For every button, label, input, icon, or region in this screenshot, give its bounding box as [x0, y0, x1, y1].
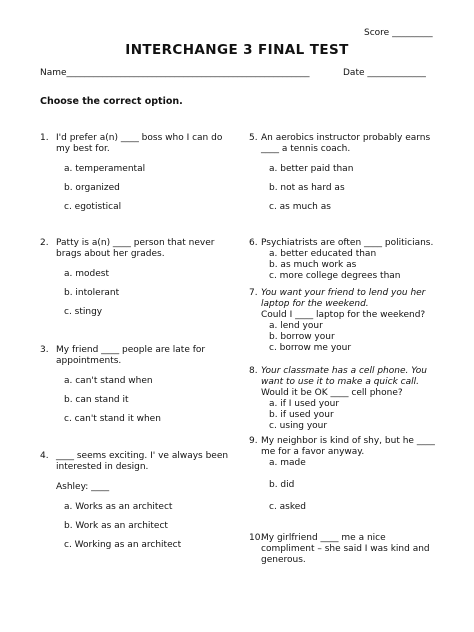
option-2b[interactable]: b. intolerant [64, 288, 120, 298]
option-9b[interactable]: b. did [269, 480, 295, 490]
option-4a[interactable]: a. Works as an architect [64, 502, 173, 512]
option-9c[interactable]: c. asked [269, 502, 307, 512]
question-6: 6. Psychiatrists are often ____ politicians. a. better educated than b. as much work as c. more college degrees than [249, 238, 434, 281]
option-1a[interactable]: a. temperamental [64, 164, 146, 174]
question-7: 7. You want your friend to lend you her laptop for the weekend. Could I ____ laptop for the weekend? a. lend your b. borrow your c. borrow me your [249, 288, 426, 353]
name-field[interactable]: Name______________________________________________________ [40, 68, 310, 78]
question-3: 3. My friend ____ people are late for appointments. a. can't stand when b. can stand it c. can't stand it when [40, 345, 206, 424]
question-1: 1. I'd prefer a(n) ____ boss who I can do my best for. a. temperamental b. organized c. egotistical [40, 133, 223, 212]
option-5c[interactable]: c. as much as [269, 202, 331, 212]
option-9a[interactable]: a. made [269, 458, 306, 468]
option-7c[interactable]: c. borrow me your [269, 343, 352, 353]
option-6c[interactable]: c. more college degrees than [269, 271, 401, 281]
option-8b[interactable]: b. if used your [269, 410, 334, 420]
option-8a[interactable]: a. if I used your [269, 399, 340, 409]
option-6b[interactable]: b. as much work as [269, 260, 357, 270]
option-1c[interactable]: c. egotistical [64, 202, 122, 212]
option-5b[interactable]: b. not as hard as [269, 183, 345, 193]
option-5a[interactable]: a. better paid than [269, 164, 354, 174]
question-9: 9. My neighbor is kind of shy, but he ____ me for a favor anyway. a. made b. did c. asked [249, 436, 435, 512]
option-7a[interactable]: a. lend your [269, 321, 323, 331]
question-5: 5. An aerobics instructor probably earns ____ a tennis coach. a. better paid than b. not as hard as c. as much as [249, 133, 431, 212]
option-1b[interactable]: b. organized [64, 183, 120, 193]
instructions: Choose the correct option. [40, 96, 183, 107]
score-field[interactable]: Score _________ [364, 28, 433, 38]
option-3c[interactable]: c. can't stand it when [64, 414, 161, 424]
question-8: 8. Your classmate has a cell phone. You want to use it to make a quick call. Would it be OK ____ cell phone? a. if I used your b. if used your c. using your [249, 366, 427, 431]
question-10: 10. My girlfriend ____ me a nice compliment – she said I was kind and generous. [249, 533, 430, 565]
question-4: 4. ____ seems exciting. I' ve always been interested in design. Ashley: ____ a. Works as an architect b. Work as an architect c. Working as an architect [40, 451, 229, 550]
option-4b[interactable]: b. Work as an architect [64, 521, 168, 531]
question-2: 2. Patty is a(n) ____ person that never brags about her grades. a. modest b. intolerant c. stingy [40, 238, 215, 317]
dialogue-ashley: Ashley: ____ [56, 482, 110, 492]
option-7b[interactable]: b. borrow your [269, 332, 335, 342]
date-field[interactable]: Date _____________ [343, 68, 426, 78]
option-6a[interactable]: a. better educated than [269, 249, 377, 259]
option-8c[interactable]: c. using your [269, 421, 328, 431]
option-2c[interactable]: c. stingy [64, 307, 103, 317]
option-2a[interactable]: a. modest [64, 269, 109, 279]
option-3a[interactable]: a. can't stand when [64, 376, 153, 386]
option-4c[interactable]: c. Working as an architect [64, 540, 182, 550]
option-3b[interactable]: b. can stand it [64, 395, 129, 405]
page-title: INTERCHANGE 3 FINAL TEST [125, 42, 349, 58]
